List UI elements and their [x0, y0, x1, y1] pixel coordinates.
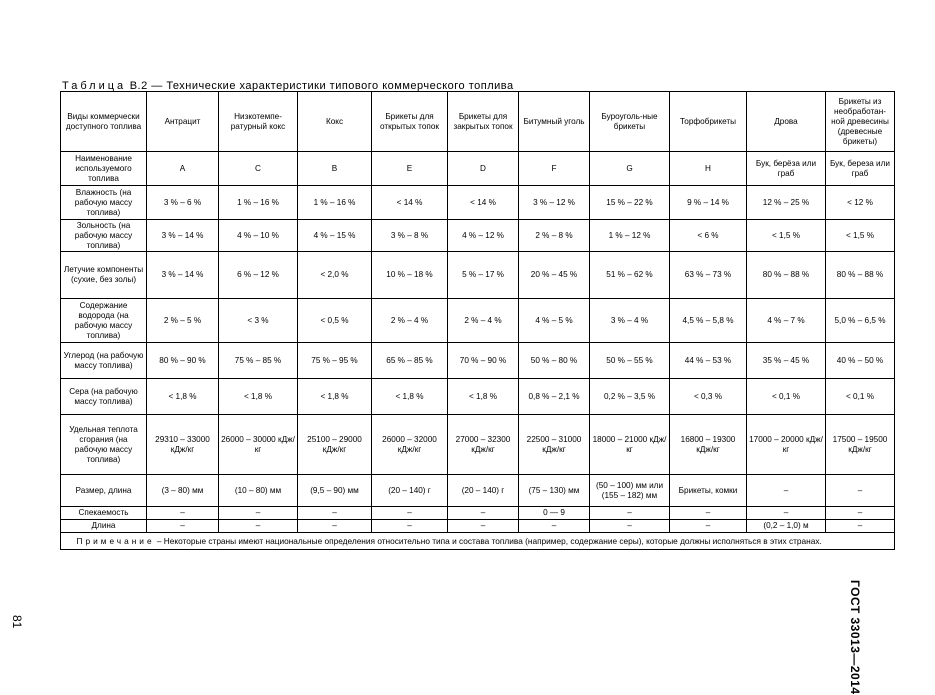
table-row	[61, 252, 895, 299]
value-cell: < 0,3 %	[670, 379, 747, 415]
value-cell: –	[147, 507, 219, 520]
row-label-cell: Углерод (на рабочую массу топлива)	[61, 343, 147, 379]
value-cell: –	[298, 507, 372, 520]
value-cell: 40 % – 50 %	[826, 343, 895, 379]
row-label-cell: Летучие компоненты (сухие, без золы)	[61, 252, 147, 299]
table-note	[61, 533, 895, 550]
value-cell: 25100 – 29000 кДж/кг	[298, 415, 372, 475]
value-cell: –	[519, 520, 590, 533]
value-cell: –	[670, 507, 747, 520]
value-cell: 5 % – 17 %	[448, 252, 519, 299]
value-cell: Антрацит	[147, 92, 219, 152]
table-row	[61, 220, 895, 252]
value-cell: (10 – 80) мм	[219, 475, 298, 507]
value-cell: F	[519, 152, 590, 186]
value-cell: Дрова	[747, 92, 826, 152]
value-cell: 4 % – 5 %	[519, 299, 590, 343]
row-label-cell: Удельная теплота сгорания (на рабочую массу топлива)	[61, 415, 147, 475]
value-cell: 65 % – 85 %	[372, 343, 448, 379]
row-label-cell: Спекаемость	[61, 507, 147, 520]
value-cell: Торфобрикеты	[670, 92, 747, 152]
value-cell: –	[747, 507, 826, 520]
value-cell: 2 % – 5 %	[147, 299, 219, 343]
value-cell: Брикеты для открытых топок	[372, 92, 448, 152]
value-cell: < 0,5 %	[298, 299, 372, 343]
value-cell: < 14 %	[448, 186, 519, 220]
value-cell: < 1,8 %	[298, 379, 372, 415]
table-header-row	[61, 92, 895, 152]
value-cell: 26000 – 32000 кДж/кг	[372, 415, 448, 475]
value-cell: < 0,1 %	[826, 379, 895, 415]
value-cell: 0,2 % – 3,5 %	[590, 379, 670, 415]
value-cell: Низкотемпе-ратурный кокс	[219, 92, 298, 152]
caption-text: В.2 — Технические характеристики типового коммерческого топлива	[129, 80, 514, 92]
table-row	[61, 379, 895, 415]
value-cell: (9,5 – 90) мм	[298, 475, 372, 507]
value-cell: G	[590, 152, 670, 186]
caption-lead: Таблица	[62, 80, 127, 92]
row-label-cell: Длина	[61, 520, 147, 533]
value-cell: 4 % – 7 %	[747, 299, 826, 343]
value-cell: 3 % – 6 %	[147, 186, 219, 220]
value-cell: Брикеты из необработан-ной древесины (древесные брикеты)	[826, 92, 895, 152]
value-cell: Буроуголь-ные брикеты	[590, 92, 670, 152]
row-label-cell: Сера (на рабочую массу топлива)	[61, 379, 147, 415]
row-label-cell: Размер, длина	[61, 475, 147, 507]
value-cell: 75 % – 95 %	[298, 343, 372, 379]
value-cell: 3 % – 12 %	[519, 186, 590, 220]
value-cell: 75 % – 85 %	[219, 343, 298, 379]
value-cell: H	[670, 152, 747, 186]
page-number: 81	[10, 615, 24, 629]
value-cell: (20 – 140) г	[372, 475, 448, 507]
value-cell: (20 – 140) г	[448, 475, 519, 507]
value-cell: 2 % – 8 %	[519, 220, 590, 252]
value-cell: 16800 – 19300 кДж/кг	[670, 415, 747, 475]
value-cell: < 6 %	[670, 220, 747, 252]
value-cell: –	[219, 507, 298, 520]
row-label-cell: Влажность (на рабочую массу топлива)	[61, 186, 147, 220]
note-label: Примечание	[76, 536, 155, 546]
value-cell: 63 % – 73 %	[670, 252, 747, 299]
value-cell: 5,0 % – 6,5 %	[826, 299, 895, 343]
value-cell: (50 – 100) мм или (155 – 182) мм	[590, 475, 670, 507]
row-label-cell: Зольность (на рабочую массу топлива)	[61, 220, 147, 252]
value-cell: 4 % – 10 %	[219, 220, 298, 252]
value-cell: 1 % – 16 %	[298, 186, 372, 220]
value-cell: –	[372, 507, 448, 520]
value-cell: 35 % – 45 %	[747, 343, 826, 379]
value-cell: 3 % – 4 %	[590, 299, 670, 343]
value-cell: 6 % – 12 %	[219, 252, 298, 299]
value-cell: –	[372, 520, 448, 533]
row-label-cell: Виды коммерчески доступного топлива	[61, 92, 147, 152]
value-cell: < 1,8 %	[219, 379, 298, 415]
value-cell: 4 % – 12 %	[448, 220, 519, 252]
value-cell: (3 – 80) мм	[147, 475, 219, 507]
table-row	[61, 415, 895, 475]
value-cell: 17500 – 19500 кДж/кг	[826, 415, 895, 475]
value-cell: 27000 – 32300 кДж/кг	[448, 415, 519, 475]
table-row	[61, 299, 895, 343]
value-cell: B	[298, 152, 372, 186]
value-cell: –	[219, 520, 298, 533]
value-cell: Брикеты для закрытых топок	[448, 92, 519, 152]
row-label-cell: Содержание водорода (на рабочую массу топлива)	[61, 299, 147, 343]
value-cell: 4 % – 15 %	[298, 220, 372, 252]
value-cell: –	[670, 520, 747, 533]
value-cell: 51 % – 62 %	[590, 252, 670, 299]
value-cell: 2 % – 4 %	[448, 299, 519, 343]
note-row	[61, 533, 895, 550]
table-row	[61, 343, 895, 379]
value-cell: < 3 %	[219, 299, 298, 343]
value-cell: 29310 – 33000 кДж/кг	[147, 415, 219, 475]
value-cell: 1 % – 16 %	[219, 186, 298, 220]
value-cell: D	[448, 152, 519, 186]
value-cell: –	[298, 520, 372, 533]
value-cell: –	[826, 507, 895, 520]
value-cell: < 1,8 %	[147, 379, 219, 415]
value-cell: < 14 %	[372, 186, 448, 220]
value-cell: Бук, береза или граб	[826, 152, 895, 186]
value-cell: 12 % – 25 %	[747, 186, 826, 220]
value-cell: 0 — 9	[519, 507, 590, 520]
table-row	[61, 186, 895, 220]
fuel-characteristics-table	[60, 91, 895, 550]
value-cell: –	[448, 520, 519, 533]
value-cell: < 1,5 %	[826, 220, 895, 252]
value-cell: 17000 – 20000 кДж/кг	[747, 415, 826, 475]
value-cell: 4,5 % – 5,8 %	[670, 299, 747, 343]
standard-designation: ГОСТ 33013—2014	[848, 580, 862, 695]
value-cell: 15 % – 22 %	[590, 186, 670, 220]
value-cell: –	[826, 475, 895, 507]
value-cell: 44 % – 53 %	[670, 343, 747, 379]
value-cell: 3 % – 8 %	[372, 220, 448, 252]
value-cell: 80 % – 88 %	[747, 252, 826, 299]
value-cell: < 2,0 %	[298, 252, 372, 299]
value-cell: 10 % – 18 %	[372, 252, 448, 299]
value-cell: < 0,1 %	[747, 379, 826, 415]
value-cell: –	[590, 507, 670, 520]
value-cell: 22500 – 31000 кДж/кг	[519, 415, 590, 475]
value-cell: –	[448, 507, 519, 520]
value-cell: 3 % – 14 %	[147, 220, 219, 252]
row-label-cell: Наименование используемого топлива	[61, 152, 147, 186]
value-cell: 20 % – 45 %	[519, 252, 590, 299]
value-cell: –	[590, 520, 670, 533]
value-cell: < 1,8 %	[372, 379, 448, 415]
value-cell: 26000 – 30000 кДж/кг	[219, 415, 298, 475]
value-cell: Брикеты, комки	[670, 475, 747, 507]
value-cell: 50 % – 80 %	[519, 343, 590, 379]
value-cell: 1 % – 12 %	[590, 220, 670, 252]
value-cell: 18000 – 21000 кДж/кг	[590, 415, 670, 475]
table-row	[61, 475, 895, 507]
value-cell: (75 – 130) мм	[519, 475, 590, 507]
value-cell: 2 % – 4 %	[372, 299, 448, 343]
value-cell: –	[147, 520, 219, 533]
value-cell: (0,2 – 1,0) м	[747, 520, 826, 533]
value-cell: < 12 %	[826, 186, 895, 220]
value-cell: < 1,8 %	[448, 379, 519, 415]
table-row	[61, 152, 895, 186]
value-cell: 70 % – 90 %	[448, 343, 519, 379]
value-cell: C	[219, 152, 298, 186]
table-row	[61, 520, 895, 533]
value-cell: Кокс	[298, 92, 372, 152]
note-text: – Некоторые страны имеют национальные определения относительно типа и состава топлива (например, содержание серы), которые должны исполняться в этих странах.	[154, 536, 822, 546]
value-cell: Бук, берёза или граб	[747, 152, 826, 186]
value-cell: –	[747, 475, 826, 507]
value-cell: 80 % – 90 %	[147, 343, 219, 379]
value-cell: 80 % – 88 %	[826, 252, 895, 299]
value-cell: 3 % – 14 %	[147, 252, 219, 299]
value-cell: 9 % – 14 %	[670, 186, 747, 220]
value-cell: –	[826, 520, 895, 533]
value-cell: 0,8 % – 2,1 %	[519, 379, 590, 415]
value-cell: < 1,5 %	[747, 220, 826, 252]
table-row	[61, 507, 895, 520]
value-cell: E	[372, 152, 448, 186]
value-cell: A	[147, 152, 219, 186]
value-cell: 50 % – 55 %	[590, 343, 670, 379]
value-cell: Битумный уголь	[519, 92, 590, 152]
